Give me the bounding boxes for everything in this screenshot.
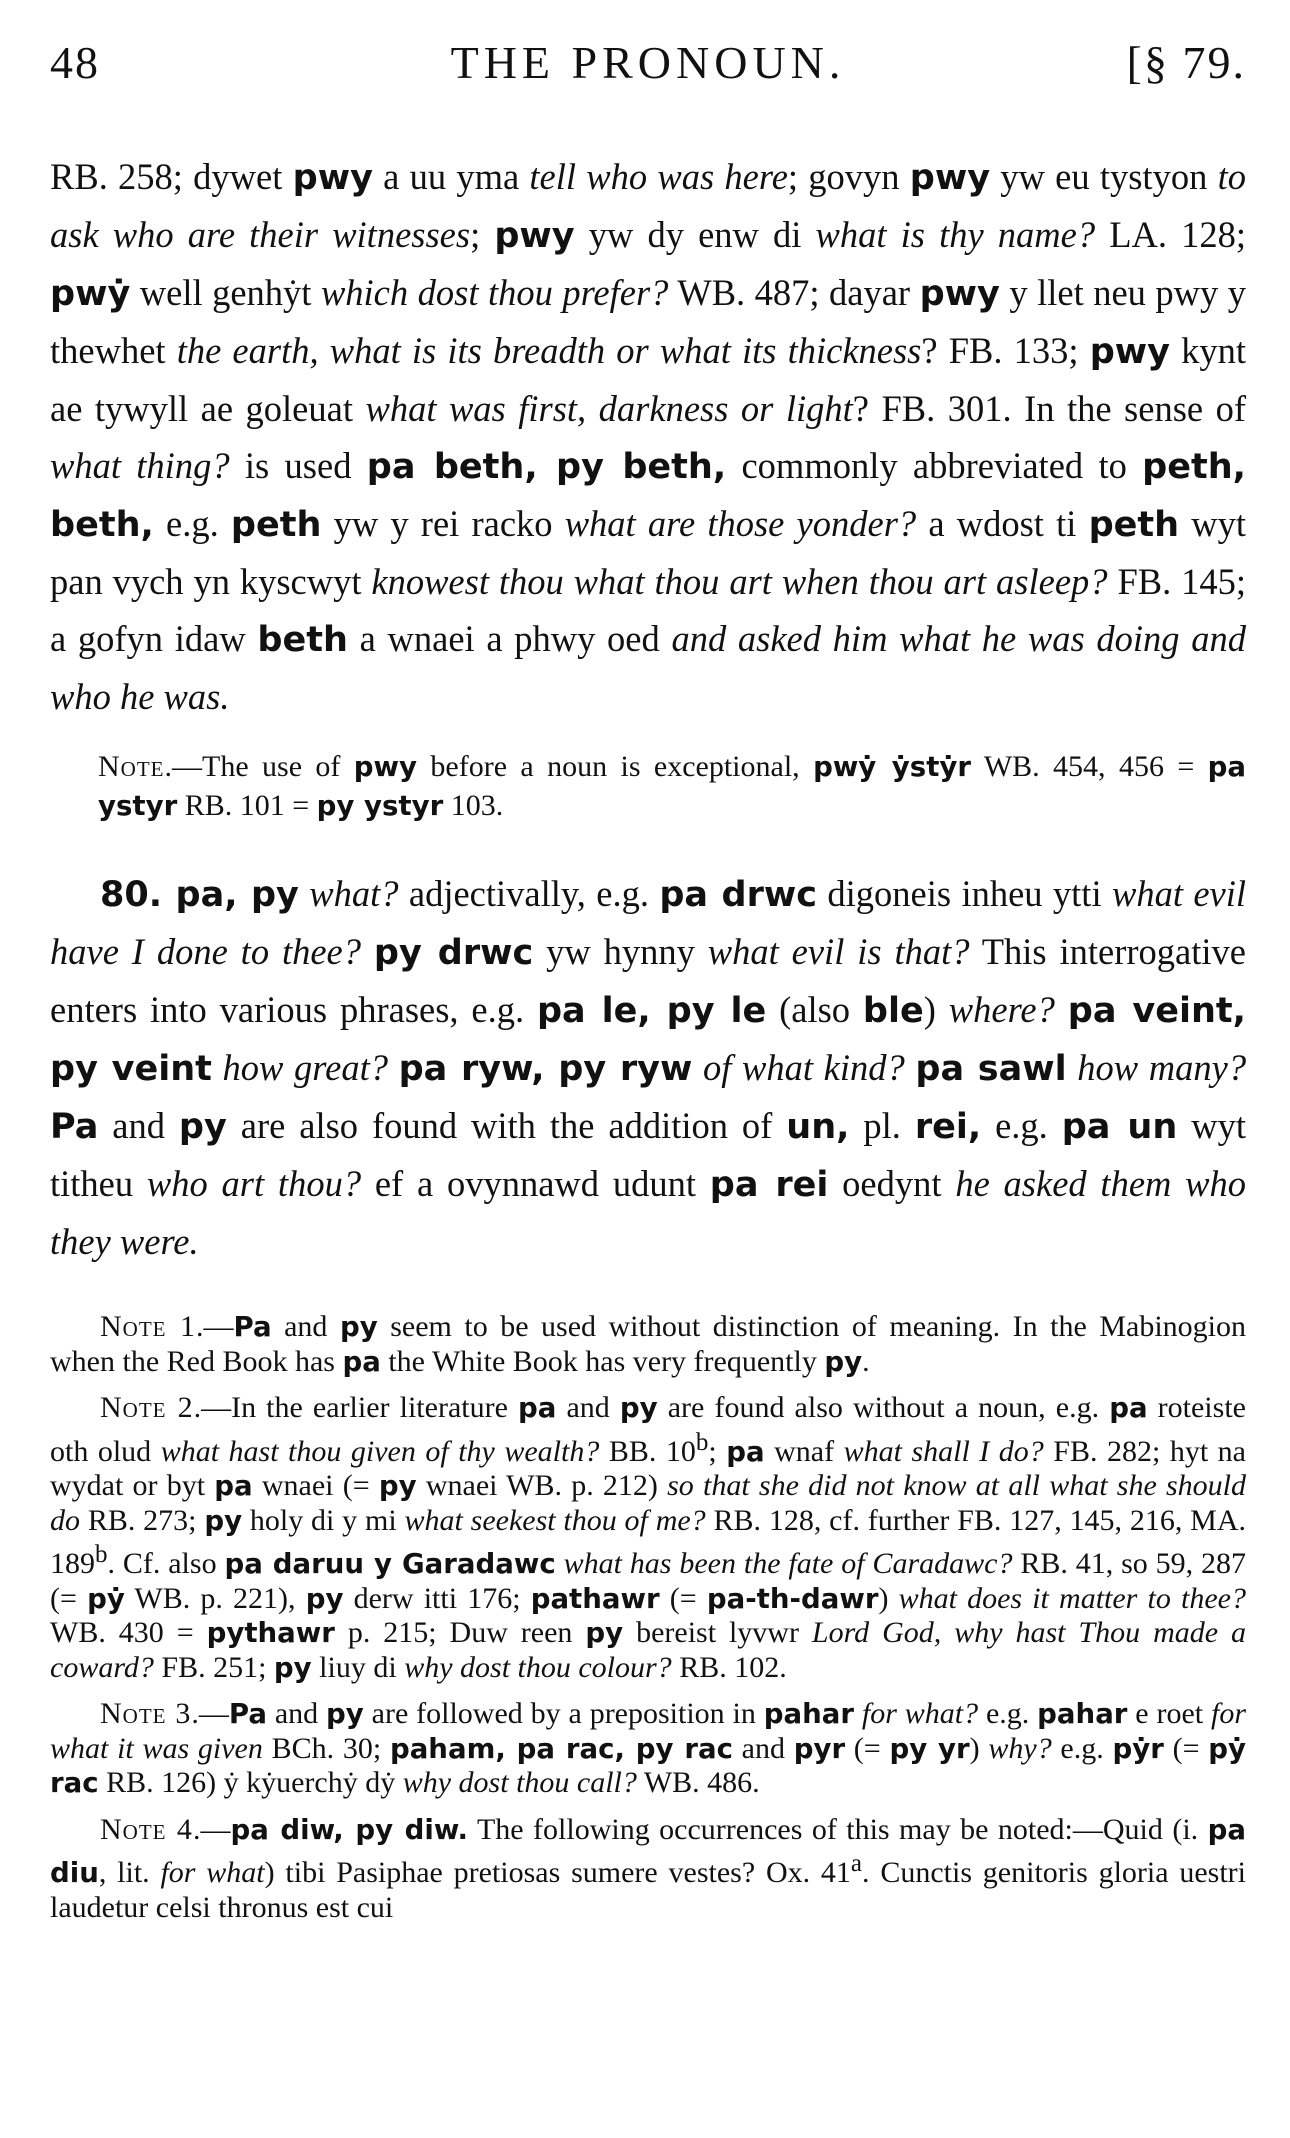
note-3: Note 3.—Pa and py are followed by a preposition in pahar for what? e.g. pahar e roet for what it was given BCh. 30; paham, pa rac, py rac and pyr (= py yr) why? e.g. pẏr (= pẏ rac RB. 126) ẏ kẏuerchẏ dẏ why dost thou call? WB. 486. [50,1697,1246,1799]
main-text [50,148,1246,725]
notes-section-80 [50,1310,1246,1925]
section-reference: [§ 79. [1126,37,1246,88]
main-text-80 [50,865,1246,1270]
note-4: Note 4.—pa diw, py diw. The following occurrences of this may be noted:—Quid (i. pa diu, lit. for what) tibi Pasiphae pretiosas sumere vestes? Ox. 41$^a$. Cunctis genitoris gloria uestri laudetur celsi thronus est cui [50,1812,1247,1924]
note-79: Note.—The use of pwy before a noun is exceptional, pwẏ ẏstẏr WB. 454, 456 = pa ystyr RB. 101 = py ystyr 103. [98,750,1247,822]
page-title: THE PRONOUN. [450,37,846,88]
paragraph-79-continued: RB. 258; dywet pwy a uu yma tell who was here; govyn pwy yw eu tystyon to ask who are their witnesses; pwy yw dy enw di what is thy name? LA. 128; pwẏ well genhẏt which dost thou prefer? WB. 487; dayar pwy y llet neu pwy y thewhet the earth, what is its breadth or what its thickness? FB. 133; pwy kynt ae tywyll ae goleuat what was first, darkness or light? FB. 301. In the sense of what thing? is used pa beth, py beth, commonly abbreviated to peth, beth, e.g. peth yw y rei racko what are those yonder? a wdost ti peth wyt pan vych yn kyscwyt knowest thou what thou art when thou art asleep? FB. 145; a gofyn idaw beth a wnaei a phwy oed and asked him what he was doing and who he was. [50,156,1247,717]
note-1: Note 1.—Pa and py seem to be used without distinction of meaning. In the Mabinogion when the Red Book has pa the White Book has very frequently py. [50,1310,1246,1378]
paragraph-80: 80. pa, py what? adjectivally, e.g. pa drwc digoneis inheu ytti what evil have I done to thee? py drwc yw hynny what evil is that? This interrogative enters into various phrases, e.g. pa le, py le (also ble) where? pa veint, py veint how great? pa ryw, py ryw of what kind? pa sawl how many? Pa and py are also found with the addition of un, pl. rei, e.g. pa un wyt titheu who art thou? ef a ovynnawd udunt pa rei oedynt he asked them who they were. [50,873,1247,1262]
running-header [50,28,1246,108]
note-2: Note 2.—In the earlier literature pa and py are found also without a noun, e.g. pa roteiste oth olud what hast thou given of thy wealth? BB. 10$^b$; pa wnaf what shall I do? FB. 282; hyt na wydat or byt pa wnaei (= py wnaei WB. p. 212) so that she did not know at all what she should do RB. 273; py holy di y mi what seekest thou of me? RB. 128, cf. further FB. 127, 145, 216, MA. 189$^b$. Cf. also pa daruu y Garadawc what has been the fate of Caradawc? RB. 41, so 59, 287 (= pẏ WB. p. 221), py derw itti 176; pathawr (= pa-th-dawr) what does it matter to thee? WB. 430 = pythawr p. 215; Duw reen py bereist lyvwr Lord God, why hast Thou made a coward? FB. 251; py liuy di why dost thou colour? RB. 102. [50,1391,1247,1684]
page-number: 48 [50,37,100,88]
